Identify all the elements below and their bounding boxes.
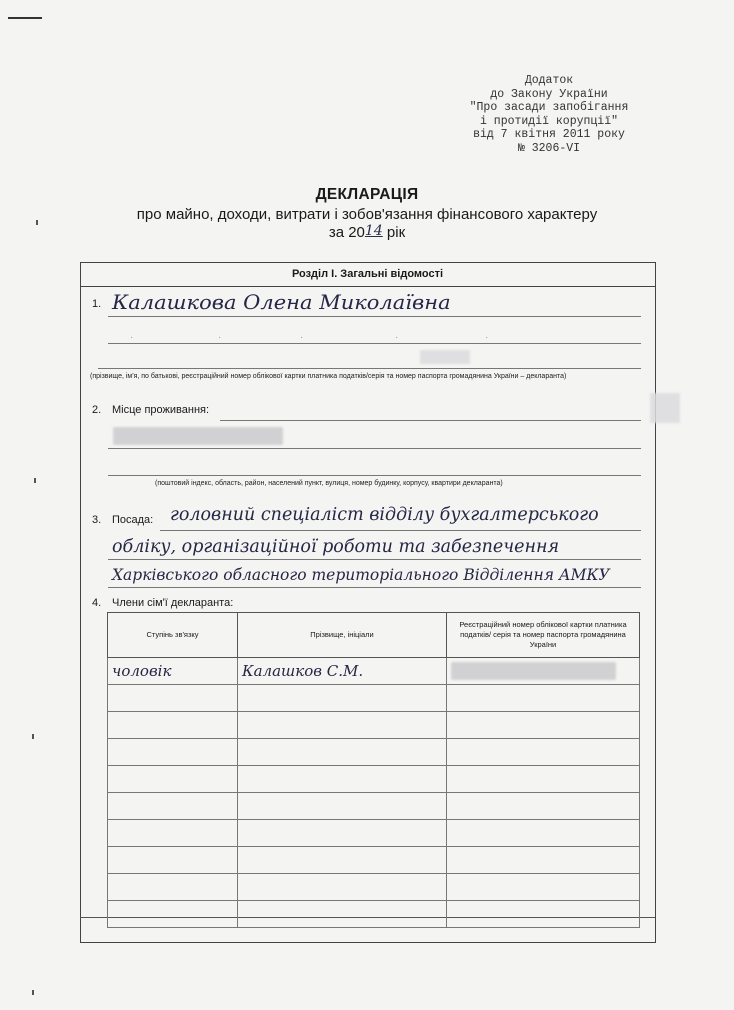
id-cell [447,874,640,901]
handwritten-position-line: обліку, організаційної роботи та забезпечення [112,537,560,557]
item1-caption: (прізвище, ім'я, по батькові, реєстраційний номер облікової картки платника податків/серія та номер паспорта громадянина України – декларанта) [90,373,567,380]
id-cell [447,739,640,766]
relation-cell [108,685,238,712]
dotted-separator: · [485,332,489,343]
relation-cell [108,739,238,766]
table-row [108,820,640,847]
fill-line [108,475,641,476]
relation-cell [108,874,238,901]
redacted-area [650,393,680,423]
relation-cell [108,820,238,847]
dotted-separator: · [395,332,399,343]
relation-cell [108,658,238,685]
fill-line [108,448,641,449]
section-heading: Розділ І. Загальні відомості [80,262,655,287]
name-cell [238,658,447,685]
fill-line [220,420,641,421]
position-label: Посада: [112,514,154,526]
fill-line [108,559,641,560]
annex-line: від 7 квітня 2011 року [473,128,625,142]
handwritten-year: 14 [364,223,383,239]
item-number: 2. [92,404,102,416]
name-cell [238,739,447,766]
year-suffix: рік [386,224,406,241]
relation-cell [108,712,238,739]
margin-tick [32,990,34,995]
handwritten-member-name: Калашков С.М. [242,662,364,680]
id-cell [447,901,640,928]
redacted-id [451,662,616,680]
relation-cell [108,901,238,928]
name-cell [238,685,447,712]
family-members-label: Члени сім'ї декларанта: [112,597,234,609]
table-row [108,712,640,739]
dotted-separator: · [300,332,304,343]
name-cell [238,820,447,847]
annex-line: Додаток [524,74,574,87]
fill-line [108,587,641,588]
year-line [0,224,734,241]
fill-line [98,368,641,369]
relation-cell [108,847,238,874]
id-cell [447,658,640,685]
table-row [108,874,640,901]
item-number: 3. [92,514,102,526]
name-cell [238,712,447,739]
name-cell [238,847,447,874]
name-cell [238,874,447,901]
handwritten-relation: чоловік [112,662,172,680]
item-number: 4. [92,597,102,609]
id-cell [447,847,640,874]
dotted-separator: · [130,332,134,343]
annex-line: і протидії корупції" [479,114,619,128]
redacted-area [420,350,470,364]
document-subtitle: про майно, доходи, витрати і зобов'язання фінансового характеру [136,206,598,223]
name-cell [238,766,447,793]
id-cell [447,712,640,739]
handwritten-full-name: Калашкова Олена Миколаївна [112,290,451,314]
name-cell [238,793,447,820]
id-cell [447,820,640,847]
relation-cell [108,766,238,793]
item-number: 1. [92,298,102,310]
table-row [108,739,640,766]
table-row [108,793,640,820]
fill-line [108,343,641,344]
corner-mark [8,17,42,19]
column-header: Реєстраційний номер облікової картки платника податків/ серія та номер паспорта громадянина України [447,613,640,658]
column-header: Ступінь зв'язку [108,613,238,658]
margin-tick [32,734,34,739]
table-row [108,685,640,712]
annex-line: № 3206-VI [517,141,581,155]
dotted-separator: · [218,332,222,343]
annex-block [464,74,634,156]
fill-line [108,316,641,317]
id-cell [447,793,640,820]
year-prefix: за 20 [328,224,365,241]
family-members-table [107,612,640,928]
relation-cell [108,793,238,820]
annex-line: "Про засади запобігання [469,101,629,115]
residence-label: Місце проживання: [112,404,210,416]
id-cell [447,766,640,793]
name-cell [238,901,447,928]
id-cell [447,685,640,712]
fill-line [160,530,641,531]
margin-tick [34,478,36,483]
table-row [108,847,640,874]
redacted-address [113,427,283,445]
table-row [108,658,640,685]
table-row [108,766,640,793]
column-header: Прізвище, ініціали [238,613,447,658]
table-header-row [108,613,640,658]
handwritten-position-line: Харківського обласного територіального Відділення АМКУ [112,566,610,584]
document-title: ДЕКЛАРАЦІЯ [315,186,419,203]
table-row [108,901,640,928]
item2-caption: (поштовий індекс, область, район, населений пункт, вулиця, номер будинку, корпусу, квартири декларанта) [155,480,503,487]
annex-line: до Закону України [490,87,608,101]
handwritten-position-line: головний спеціаліст відділу бухгалтерського [170,505,599,525]
